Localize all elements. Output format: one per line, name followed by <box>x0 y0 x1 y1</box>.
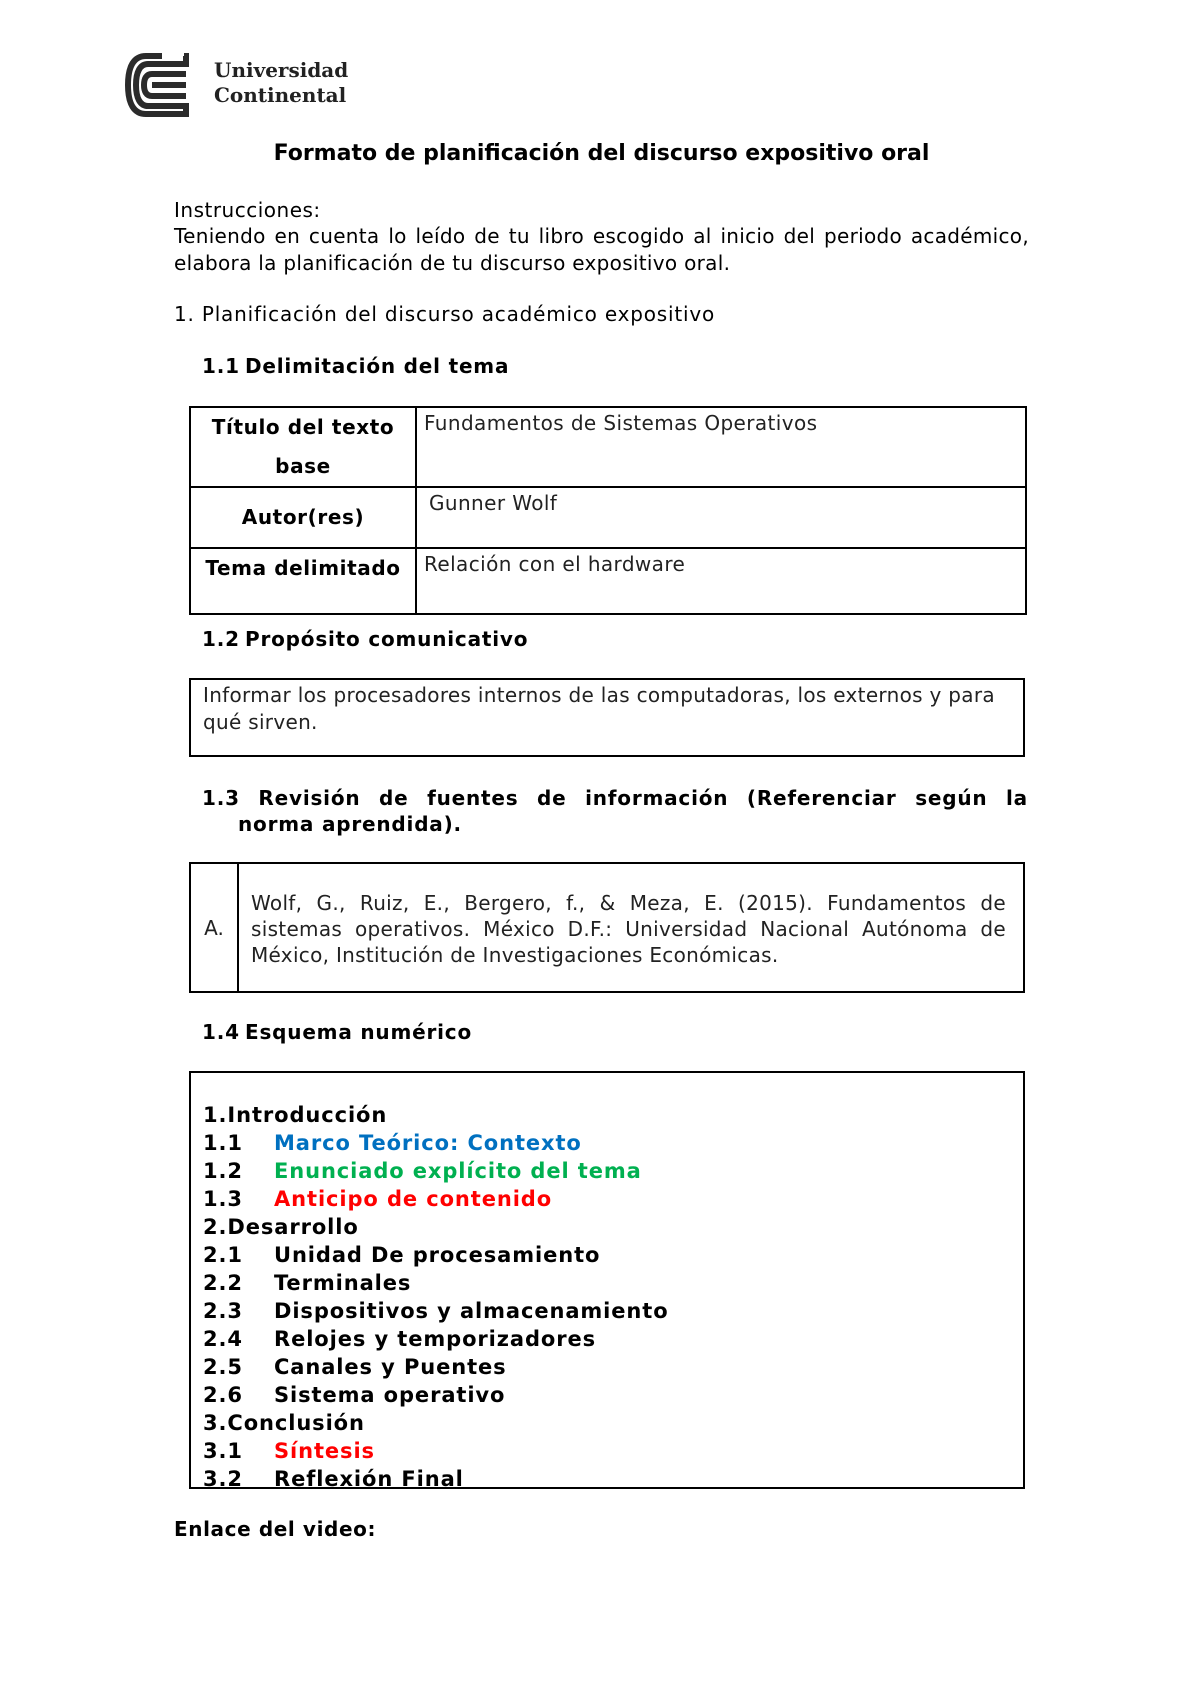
row-label: Tema delimitado <box>190 548 416 614</box>
section-1-2-heading <box>202 627 528 651</box>
outline-item <box>203 1465 1011 1493</box>
row-label: Autor(res) <box>190 487 416 548</box>
outline-text: Terminales <box>274 1271 412 1295</box>
section-number: 1.4 <box>202 1020 240 1044</box>
outline-number: 2. <box>203 1215 228 1239</box>
heading-word: de <box>379 786 409 810</box>
row-value: Fundamentos de Sistemas Operativos <box>416 407 1026 487</box>
row-label: Título del texto base <box>190 407 416 487</box>
outline-text: Reflexión Final <box>274 1467 464 1491</box>
table-row <box>190 487 1026 548</box>
section-title: Esquema numérico <box>245 1020 472 1044</box>
section-number: 1.1 <box>202 354 240 378</box>
outline-number: 1.1 <box>203 1131 243 1155</box>
outline-item <box>203 1353 1011 1381</box>
section-number: 1.3 <box>202 786 240 810</box>
section-1-heading: 1. Planificación del discurso académico expositivo <box>174 302 716 326</box>
outline-item <box>203 1213 1011 1241</box>
outline-item <box>203 1185 1011 1213</box>
reference-text: Wolf, G., Ruiz, E., Bergero, f., & Meza, E. (2015). Fundamentos de sistemas operativos. México D.F.: Universidad Nacional Autónoma de México, Institución de Investigaciones Económicas. <box>251 891 1006 967</box>
outline-text: Introducción <box>227 1103 388 1127</box>
outline-item <box>203 1381 1011 1409</box>
reference-letter: A. <box>191 864 239 991</box>
outline-text: Canales y Puentes <box>274 1355 507 1379</box>
instructions-text: Teniendo en cuenta lo leído de tu libro escogido al inicio del periodo académico, elabora la planificación de tu discurso expositivo oral. <box>174 224 1029 275</box>
outline-text: Desarrollo <box>227 1215 359 1239</box>
video-link-label: Enlace del video: <box>174 1517 377 1541</box>
outline-number: 1.2 <box>203 1159 243 1183</box>
table-row <box>190 407 1026 487</box>
logo-line-2: Continental <box>214 83 347 107</box>
heading-word: la <box>1006 786 1028 810</box>
outline-number: 2.6 <box>203 1383 243 1407</box>
outline-text: Síntesis <box>274 1439 375 1463</box>
section-heading-line-2: norma aprendida). <box>238 812 462 836</box>
outline-text: Enunciado explícito del tema <box>274 1159 642 1183</box>
outline-number: 2.1 <box>203 1243 243 1267</box>
communicative-purpose-box: Informar los procesadores internos de las computadoras, los externos y para qué sirven. <box>189 678 1025 757</box>
university-logo <box>124 52 349 118</box>
outline-text: Marco Teórico: Contexto <box>274 1131 582 1155</box>
outline-text: Unidad De procesamiento <box>274 1243 601 1267</box>
outline-item <box>203 1437 1011 1465</box>
heading-word: información <box>585 786 729 810</box>
outline-text: Anticipo de contenido <box>274 1187 553 1211</box>
outline-number: 1. <box>203 1103 228 1127</box>
heading-word: (Referenciar <box>746 786 897 810</box>
outline-text: Conclusión <box>227 1411 365 1435</box>
topic-delimitation-table <box>189 406 1027 615</box>
outline-item <box>203 1325 1011 1353</box>
outline-item <box>203 1241 1011 1269</box>
section-heading-line-1 <box>202 785 1028 811</box>
logo-mark-icon <box>124 52 208 118</box>
row-value: Relación con el hardware <box>416 548 1026 614</box>
outline-item <box>203 1101 1011 1129</box>
outline-number: 2.3 <box>203 1299 243 1323</box>
outline-item <box>203 1129 1011 1157</box>
section-1-3-heading <box>202 785 1028 837</box>
section-title: Delimitación del tema <box>245 354 510 378</box>
outline-number: 3.1 <box>203 1439 243 1463</box>
outline-number: 3.2 <box>203 1467 243 1491</box>
outline-text: Dispositivos y almacenamiento <box>274 1299 669 1323</box>
outline-number: 3. <box>203 1411 228 1435</box>
section-1-1-heading <box>202 354 509 378</box>
row-value: Gunner Wolf <box>416 487 1026 548</box>
outline-number: 2.4 <box>203 1327 243 1351</box>
outline-item <box>203 1269 1011 1297</box>
heading-word: según <box>915 786 988 810</box>
outline-item <box>203 1409 1011 1437</box>
sources-box <box>189 862 1025 993</box>
heading-word: de <box>537 786 567 810</box>
outline-number: 1.3 <box>203 1187 243 1211</box>
table-row <box>190 548 1026 614</box>
section-number: 1.2 <box>202 627 240 651</box>
outline-number: 2.5 <box>203 1355 243 1379</box>
outline-item <box>203 1297 1011 1325</box>
numeric-outline-box <box>189 1071 1025 1489</box>
outline-item <box>203 1157 1011 1185</box>
page-title: Formato de planificación del discurso expositivo oral <box>273 141 930 166</box>
section-1-4-heading <box>202 1020 472 1044</box>
outline-number: 2.2 <box>203 1271 243 1295</box>
instructions-label: Instrucciones: <box>174 198 321 222</box>
outline-text: Relojes y temporizadores <box>274 1327 597 1351</box>
logo-wordmark <box>214 58 348 108</box>
heading-word: fuentes <box>427 786 519 810</box>
outline-text: Sistema operativo <box>274 1383 506 1407</box>
heading-word: Revisión <box>258 786 361 810</box>
section-title: Propósito comunicativo <box>245 627 529 651</box>
logo-line-1: Universidad <box>214 58 349 82</box>
